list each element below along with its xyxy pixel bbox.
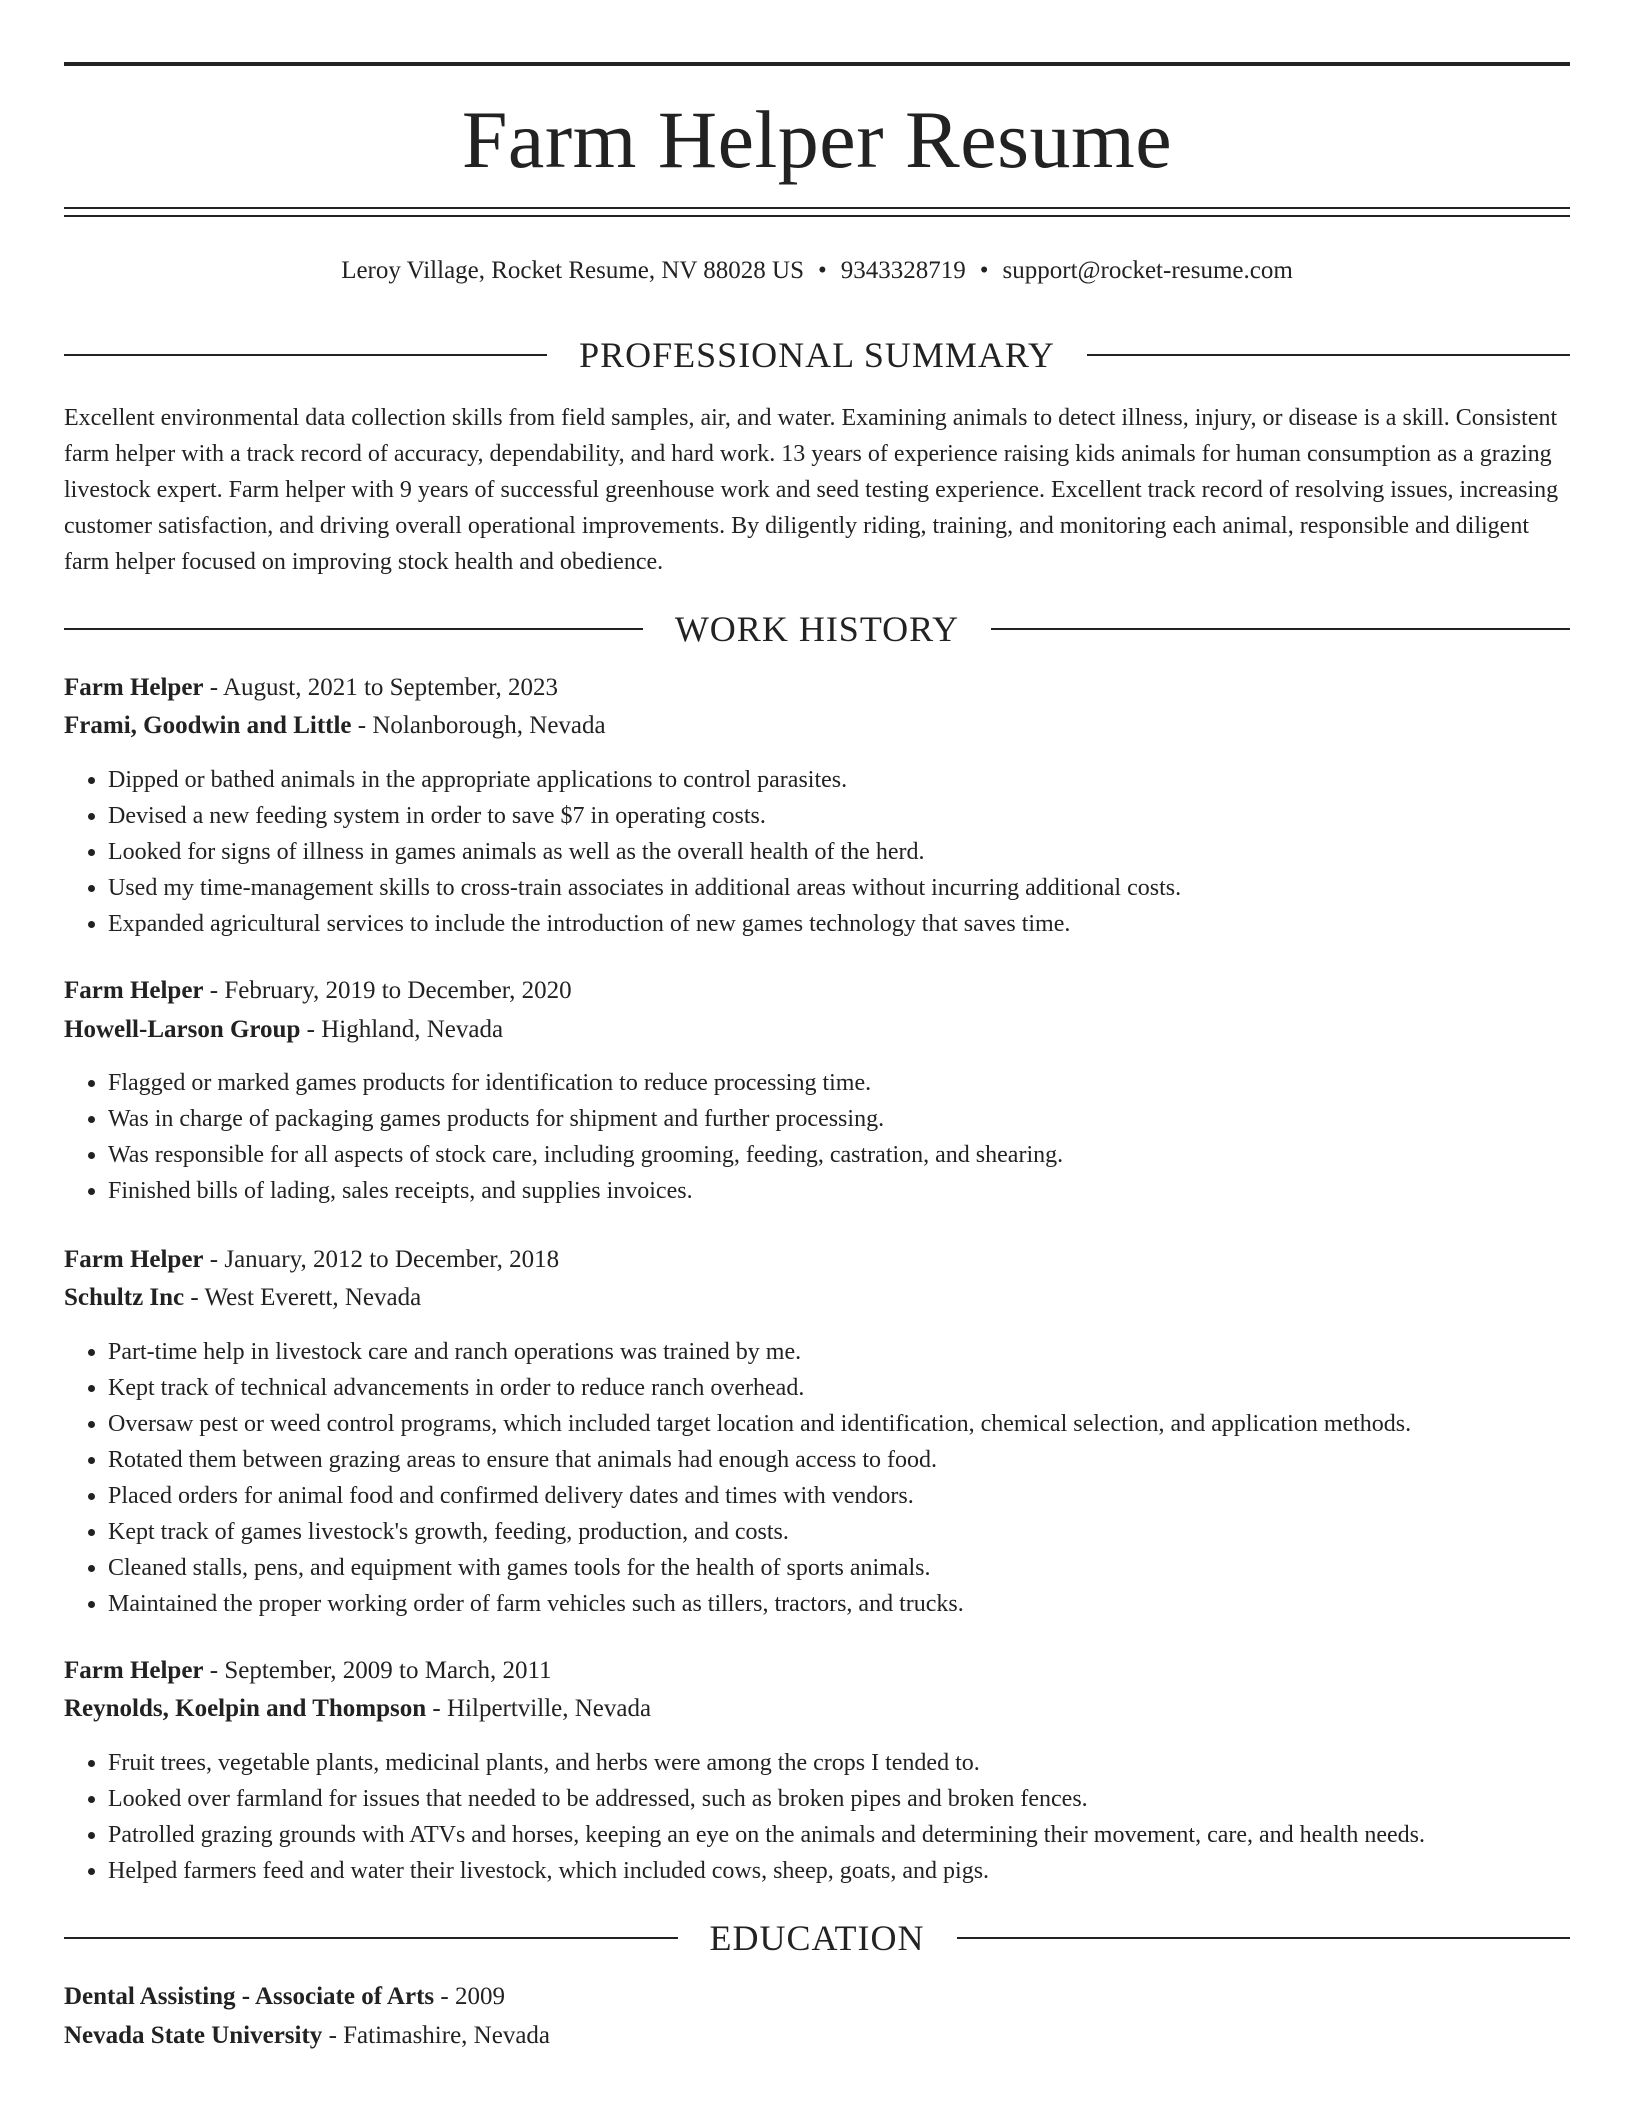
job-location: - Hilpertville, Nevada bbox=[432, 1695, 652, 1722]
job-bullets bbox=[64, 762, 1614, 942]
heading-rule-right bbox=[1087, 354, 1570, 356]
job-bullet: • Was responsible for all aspects of stock care, including grooming, feeding, castration, and shearing. bbox=[108, 1137, 1614, 1173]
education-degree-line bbox=[64, 1978, 1570, 2016]
job-location: - Nolanborough, Nevada bbox=[357, 712, 606, 739]
education-heading: EDUCATION bbox=[709, 1918, 925, 1958]
job-bullet: • Looked over farmland for issues that needed to be addressed, such as broken pipes and broken fences. bbox=[108, 1781, 1614, 1817]
education-school-line bbox=[64, 2017, 1570, 2055]
job-bullet: • Dipped or bathed animals in the appropriate applications to control parasites. bbox=[108, 762, 1614, 798]
work-heading: WORK HISTORY bbox=[674, 609, 960, 649]
header-rule-lower bbox=[64, 215, 1570, 217]
job-bullets bbox=[64, 1334, 1614, 1622]
heading-rule-right bbox=[957, 1937, 1571, 1939]
job-title: Farm Helper bbox=[64, 674, 204, 701]
education-heading-row bbox=[64, 1916, 1570, 1960]
job-bullet: • Flagged or marked games products for identification to reduce processing time. bbox=[108, 1065, 1614, 1101]
header-rule-upper bbox=[64, 207, 1570, 209]
job-title: Farm Helper bbox=[64, 1246, 204, 1273]
job-bullet: • Finished bills of lading, sales receipts, and supplies invoices. bbox=[108, 1173, 1614, 1209]
job-dates: - September, 2009 to March, 2011 bbox=[209, 1657, 552, 1684]
job-bullet: • Kept track of games livestock's growth, feeding, production, and costs. bbox=[108, 1514, 1614, 1550]
job-title: Farm Helper bbox=[64, 1657, 204, 1684]
contact-address: Leroy Village, Rocket Resume, NV 88028 US bbox=[341, 257, 804, 284]
contact-email: support@rocket-resume.com bbox=[1002, 257, 1293, 284]
job-company-line bbox=[64, 1011, 1570, 1049]
job-dates: - January, 2012 to December, 2018 bbox=[209, 1246, 560, 1273]
job-location: - West Everett, Nevada bbox=[190, 1284, 422, 1311]
education-degree: Dental Assisting - Associate of Arts bbox=[64, 1983, 435, 2010]
job-bullet: • Was in charge of packaging games products for shipment and further processing. bbox=[108, 1101, 1614, 1137]
job-company-line bbox=[64, 1690, 1570, 1728]
heading-rule-left bbox=[64, 628, 643, 630]
contact-line bbox=[64, 255, 1570, 287]
job-company-line bbox=[64, 1279, 1570, 1317]
job-bullet: • Expanded agricultural services to include the introduction of new games technology that saves time. bbox=[108, 906, 1614, 942]
job-title: Farm Helper bbox=[64, 977, 204, 1004]
job-bullet: • Looked for signs of illness in games animals as well as the overall health of the herd. bbox=[108, 834, 1614, 870]
job-company: Schultz Inc bbox=[64, 1284, 185, 1311]
job-location: - Highland, Nevada bbox=[306, 1016, 504, 1043]
education-year: - 2009 bbox=[440, 1983, 505, 2010]
summary-heading-row bbox=[64, 333, 1570, 377]
job-bullet: • Helped farmers feed and water their livestock, which included cows, sheep, goats, and pigs. bbox=[108, 1853, 1614, 1889]
job-title-line bbox=[64, 669, 1570, 707]
resume-title: Farm Helper Resume bbox=[461, 94, 1173, 185]
summary-text: Excellent environmental data collection skills from field samples, air, and water. Examining animals to detect illness, injury, or disease is a skill. Consistent farm helper with a track record of accuracy, dependability, and hard work. 13 years of experience raising kids animals for human consumption as a grazing livestock expert. Farm helper with 9 years of successful greenhouse work and seed testing experience. Excellent track record of resolving issues, increasing customer satisfaction, and driving overall operational improvements. By diligently riding, training, and monitoring each animal, responsible and diligent farm helper focused on improving stock health and obedience. bbox=[64, 405, 1559, 575]
job-bullets bbox=[64, 1745, 1614, 1889]
education-school: Nevada State University bbox=[64, 2022, 323, 2049]
job-bullet: • Part-time help in livestock care and ranch operations was trained by me. bbox=[108, 1334, 1614, 1370]
job-dates: - August, 2021 to September, 2023 bbox=[209, 674, 559, 701]
job-bullet: • Fruit trees, vegetable plants, medicinal plants, and herbs were among the crops I tended to. bbox=[108, 1745, 1614, 1781]
job-bullet: • Kept track of technical advancements in order to reduce ranch overhead. bbox=[108, 1370, 1614, 1406]
job-bullet: • Cleaned stalls, pens, and equipment with games tools for the health of sports animals. bbox=[108, 1550, 1614, 1586]
job-title-line bbox=[64, 972, 1570, 1010]
job-title-line bbox=[64, 1652, 1570, 1690]
job-dates: - February, 2019 to December, 2020 bbox=[209, 977, 572, 1004]
job-bullet: • Maintained the proper working order of farm vehicles such as tillers, tractors, and trucks. bbox=[108, 1586, 1614, 1622]
heading-rule-left bbox=[64, 1937, 678, 1939]
job-bullet: • Rotated them between grazing areas to ensure that animals had enough access to food. bbox=[108, 1442, 1614, 1478]
heading-rule-left bbox=[64, 354, 547, 356]
job-title-line bbox=[64, 1241, 1570, 1279]
job-bullet: • Used my time-management skills to cross-train associates in additional areas without incurring additional costs. bbox=[108, 870, 1614, 906]
job-bullet: • Devised a new feeding system in order to save $7 in operating costs. bbox=[108, 798, 1614, 834]
job-bullets bbox=[64, 1065, 1614, 1209]
job-company-line bbox=[64, 707, 1570, 745]
job-bullet: • Patrolled grazing grounds with ATVs and horses, keeping an eye on the animals and determining their movement, care, and health needs. bbox=[108, 1817, 1614, 1853]
heading-rule-right bbox=[991, 628, 1570, 630]
job-bullet: • Placed orders for animal food and confirmed delivery dates and times with vendors. bbox=[108, 1478, 1614, 1514]
contact-separator: • bbox=[979, 257, 989, 284]
job-company: Reynolds, Koelpin and Thompson bbox=[64, 1695, 427, 1722]
education-location: - Fatimashire, Nevada bbox=[328, 2022, 551, 2049]
contact-phone: 9343328719 bbox=[840, 257, 966, 284]
header-top-rule bbox=[64, 62, 1570, 66]
contact-separator: • bbox=[817, 257, 827, 284]
summary-heading: PROFESSIONAL SUMMARY bbox=[579, 335, 1055, 375]
job-bullet: • Oversaw pest or weed control programs, which included target location and identification, chemical selection, and application methods. bbox=[108, 1406, 1614, 1442]
job-company: Howell-Larson Group bbox=[64, 1016, 301, 1043]
job-company: Frami, Goodwin and Little bbox=[64, 712, 352, 739]
work-heading-row bbox=[64, 607, 1570, 651]
